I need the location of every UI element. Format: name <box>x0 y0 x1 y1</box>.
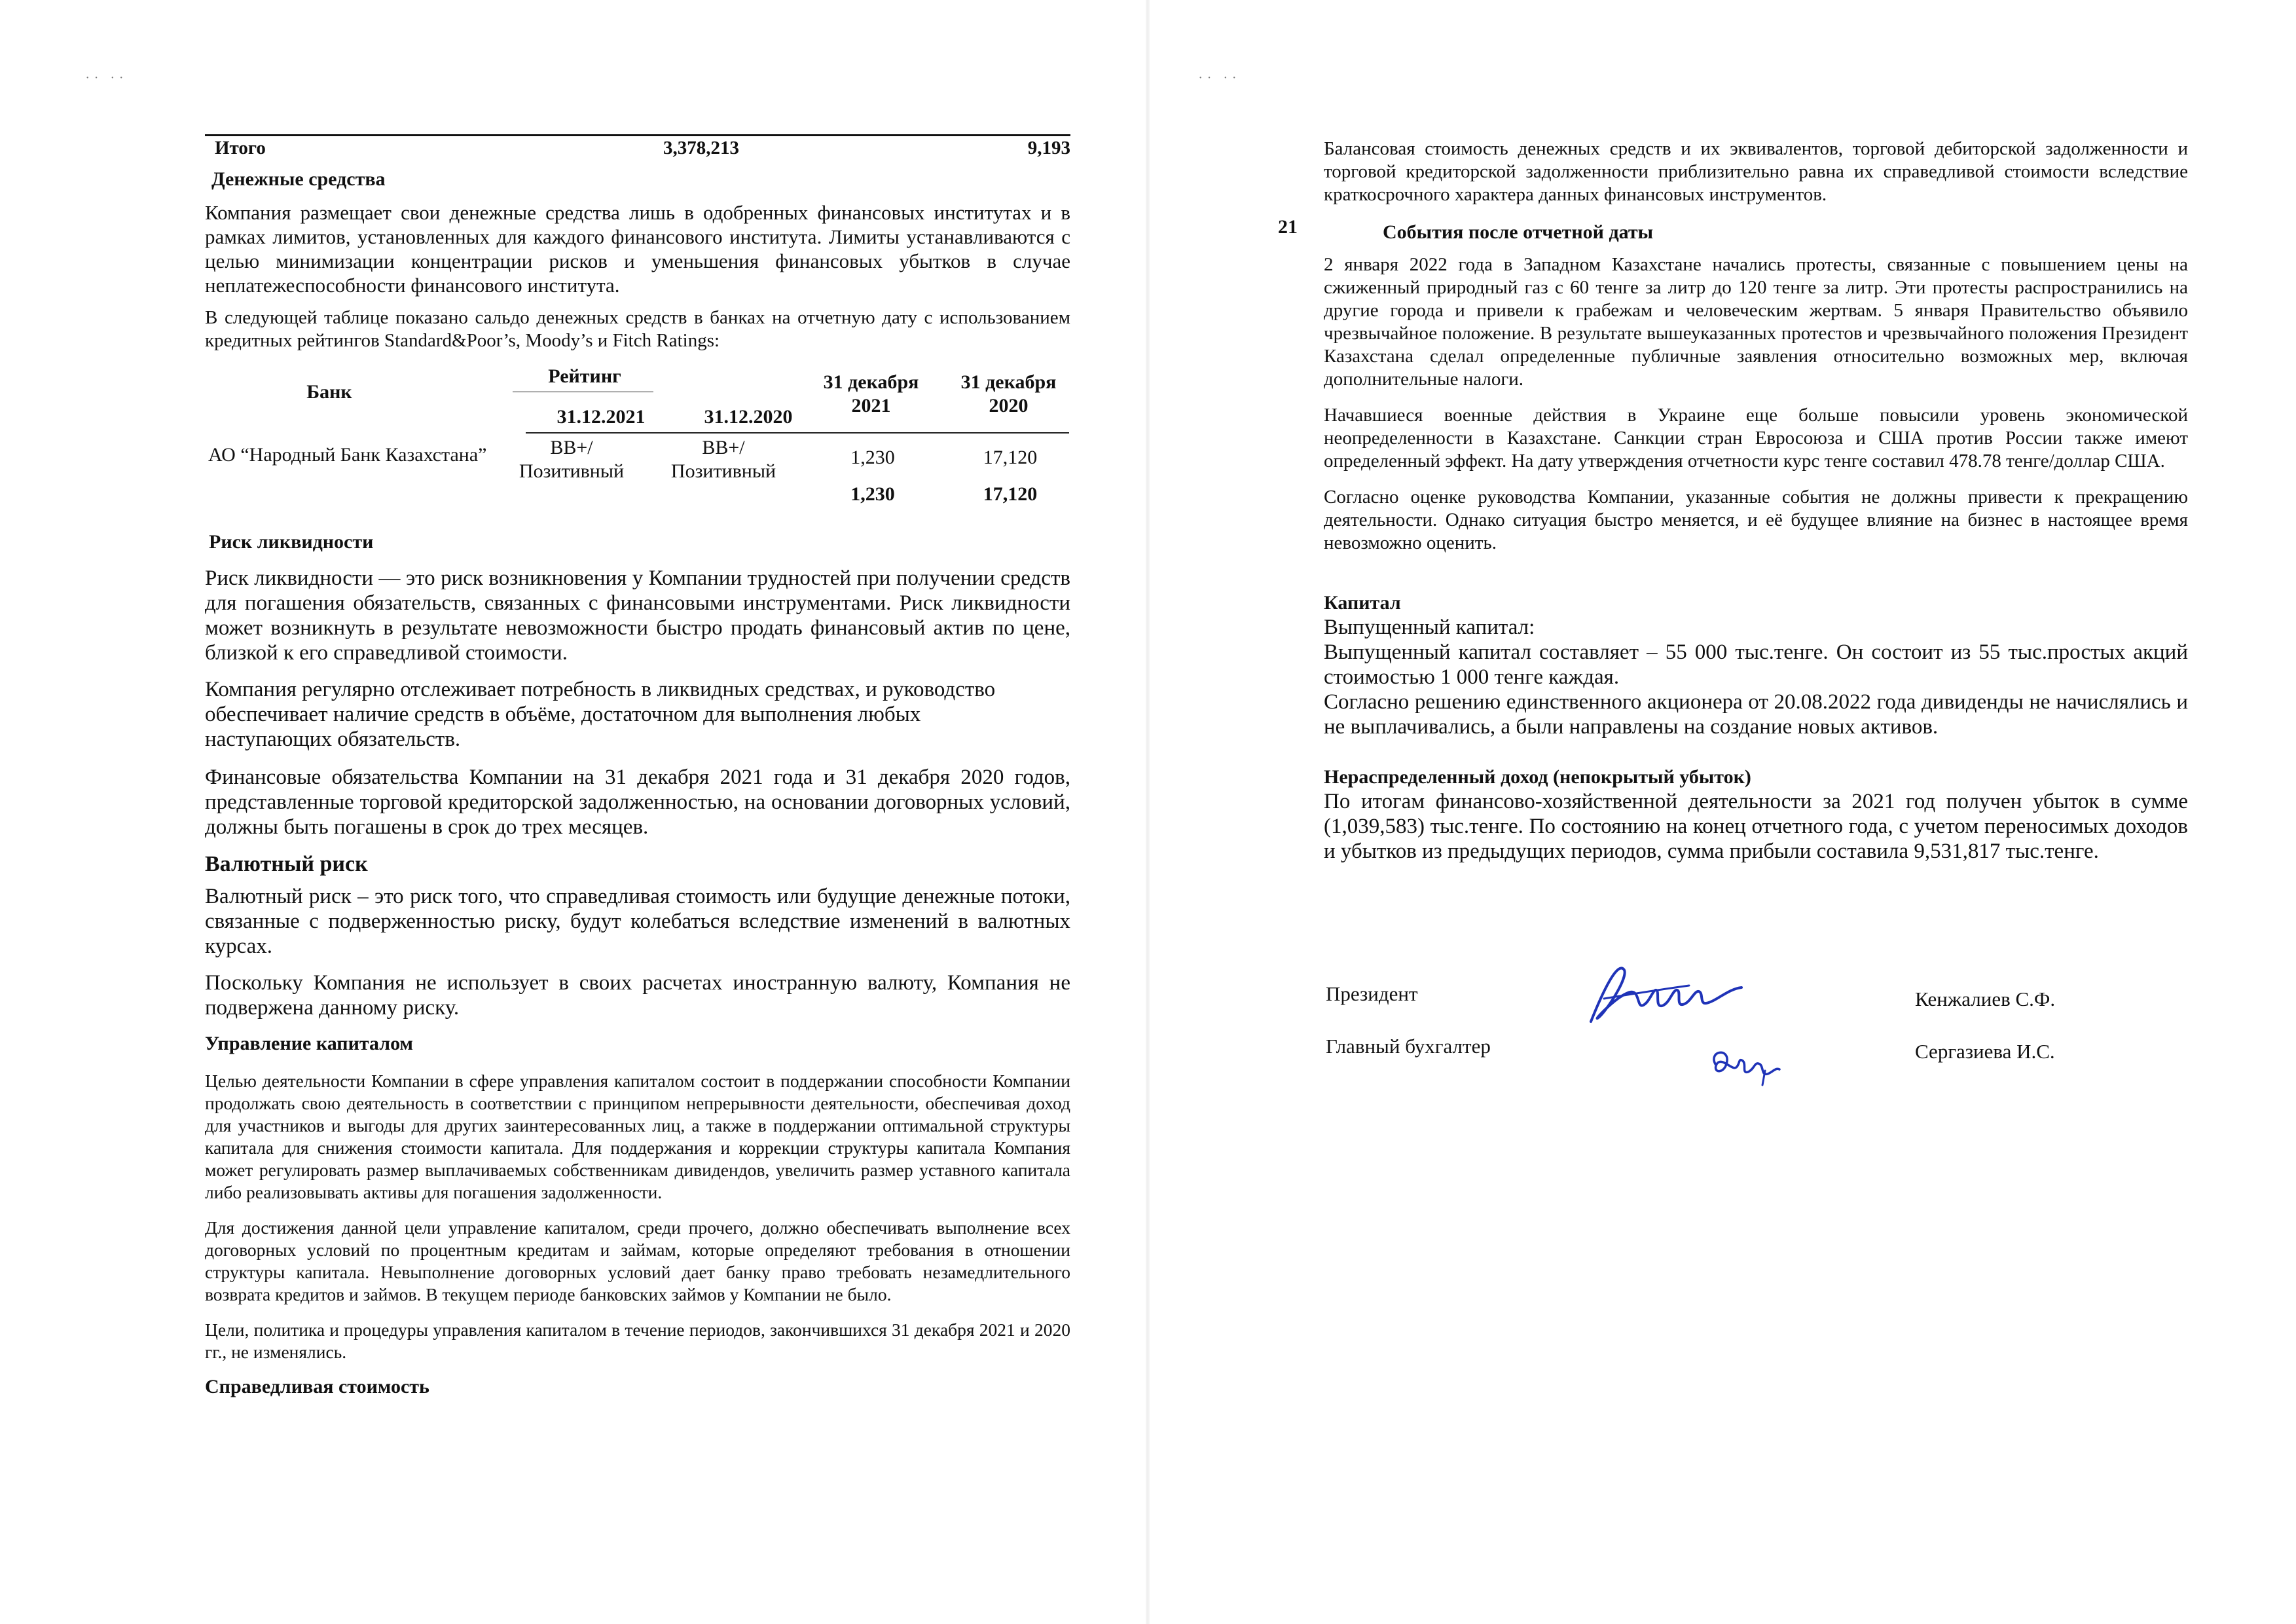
liquidity-paragraph-3: Финансовые обязательства Компании на 31 декабря 2021 года и 31 декабря 2020 годов, представленные торговой кредиторской задолженностью, на основании договорных условий, должны быть погашены в срок до трех месяцев. <box>205 766 1070 839</box>
total-label: Итого <box>215 138 266 158</box>
liquidity-paragraph-1: Риск ликвидности — это риск возникновения у Компании трудностей при получении средств для погашения обязательств, связанных с финансовыми инструментами. Риск ликвидности может возникнуть в результате невозможности быстро продать финансовый актив по цене, близкой к его справедливой стоимости. <box>205 566 1070 665</box>
scan-speck-right: ˙˙ ˙˙ <box>1198 73 1241 90</box>
events-paragraph-2: Начавшиеся военные действия в Украине еще больше повысили уровень экономической неопределенности в Казахстане. Санкции стран Евросоюза и США против России также имеют определенный эффект. На дату утверждения отчетности курс тенге составил 478.78 тенге/доллар США. <box>1324 405 2188 471</box>
capital-management-paragraph-3: Цели, политика и процедуры управления капиталом в течение периодов, закончившихся 31 декабря 2021 и 2020 гг., не изменялись. <box>205 1320 1070 1362</box>
cash-paragraph-1: Компания размещает свои денежные средства лишь в одобренных финансовых институтах и в рамках лимитов, установленных для каждого финансового института. Лимиты устанавливаются с целью минимизации концентрации рисков и уменьшения финансовых убытков в случае неплатежеспособности финансового института. <box>205 201 1070 297</box>
liquidity-paragraph-2: Компания регулярно отслеживает потребность в ликвидных средствах, и руководство обеспечивает наличие средств в объёме, достаточном для выполнения любых наступающих обязательств. <box>205 678 996 751</box>
table-header-bank: Банк <box>306 381 352 403</box>
table-total-2020: 17,120 <box>983 483 1038 505</box>
cash-paragraph-2: В следующей таблице показано сальдо денежных средств в банках на отчетную дату с использованием кредитных рейтингов Standard&Poor’s, Moody’s и Fitch Ratings: <box>205 307 1070 351</box>
retained-earnings-heading: Нераспределенный доход (непокрытый убыток) <box>1324 766 1751 788</box>
table-row-rating-2020: BB+/ Позитивный <box>670 437 776 482</box>
table-header-rating: Рейтинг <box>548 365 621 387</box>
currency-paragraph-1: Валютный риск – это риск того, что справедливая стоимость или будущие денежные потоки, связанные с подверженностью риску, будут колебаться вследствие изменений в валютных курсах. <box>205 885 1070 958</box>
events-paragraph-3: Согласно оценке руководства Компании, указанные события не должны привести к прекращению деятельности. Однако ситуация быстро меняется, и её будущее влияние на бизнес в настоящее время невозможно оценить. <box>1324 487 2188 553</box>
capital-management-paragraph-1: Целью деятельности Компании в сфере управления капиталом состоит в поддержании способности Компании продолжать свою деятельность в соответствии с принципом непрерывности деятельности, обеспечивая доход для участников и выгоды для других заинтересованных лиц, а также в поддержании оптимальной структуры капитала для снижения стоимости капитала. Для поддержания и коррекции структуры капитала Компания может регулировать размер выплачиваемых собственникам дивидендов, увеличить размер уставного капитала либо реализовывать активы для погашения задолженности. <box>205 1071 1070 1202</box>
table-header-rating-2021: 31.12.2021 <box>556 406 646 428</box>
table-row-bank-name: АО “Народный Банк Казахстана” <box>208 444 487 466</box>
capital-line-1: Выпущенный капитал: <box>1324 616 1535 639</box>
capital-management-paragraph-2: Для достижения данной цели управление капиталом, среди прочего, должно обеспечивать выполнение всех договорных условий по процентным кредитам и займам, которые определяют требования в отношении структуры капитала. Невыполнение договорных условий дает банку право требовать незамедлительного возврата кредитов и займов. В текущем периоде банковских займов у Компании не было. <box>205 1217 1070 1304</box>
right-column <box>1324 138 2188 864</box>
fair-value-heading: Справедливая стоимость <box>205 1376 429 1397</box>
accountant-signature-image <box>1702 1044 1787 1090</box>
cash-heading: Денежные средства <box>211 168 386 190</box>
total-row <box>205 134 1070 162</box>
total-value-2020: 9,193 <box>1027 138 1070 158</box>
table-header-rating-2020: 31.12.2020 <box>704 406 793 428</box>
table-row-rating-2021: BB+/ Позитивный <box>519 437 625 482</box>
liquidity-heading: Риск ликвидности <box>209 531 374 553</box>
events-paragraph-1: 2 января 2022 года в Западном Казахстане начались протесты, связанные с повышением цены на сжиженный природный газ с 60 тенге за литр до 120 тенге за литр. Эти протесты распространились на другие города и привели к грабежам и человеческим жертвам. 5 января Правительство объявило чрезвычайное положение. В результате вышеуказанных протестов и чрезвычайного положения Президент Казахстана сделал определенные публичные заявления относительно возможных мер, включая дополнительные налоги. <box>1324 254 2188 390</box>
president-title: Президент <box>1326 982 1418 1005</box>
accountant-name: Сергазиева И.С. <box>1915 1040 2055 1063</box>
table-row-value-2021: 1,230 <box>850 447 895 468</box>
table-header-dec-2020: 31 декабря 2020 <box>960 371 1057 416</box>
retained-earnings-paragraph: По итогам финансово-хозяйственной деятельности за 2021 год получен убыток в сумме (1,039,583) тыс.тенге. По состоянию на конец отчетного года, с учетом переносимых доходов и убытков из предыдущих периодов, сумма прибыли составила 9,531,817 тыс.тенге. <box>1324 790 2188 863</box>
note-number: 21 <box>1278 216 1298 238</box>
currency-paragraph-2: Поскольку Компания не использует в своих расчетах иностранную валюту, Компания не подвержена данному риску. <box>205 971 1070 1020</box>
accountant-title: Главный бухгалтер <box>1326 1035 1491 1058</box>
president-signature-image <box>1578 950 1761 1041</box>
left-column <box>205 134 1070 1399</box>
scan-speck: ˙˙ ˙˙ <box>85 73 128 90</box>
capital-line-2: Выпущенный капитал составляет – 55 000 тыс.тенге. Он состоит из 55 тыс.простых акций стоимостью 1 000 тенге каждая. <box>1324 640 2188 689</box>
table-total-2021: 1,230 <box>850 483 895 505</box>
capital-line-3: Согласно решению единственного акционера от 20.08.2022 года дивиденды не начислялись и не выплачивались, а были направлены на создание новых активов. <box>1324 690 2188 739</box>
table-row-value-2020: 17,120 <box>983 447 1038 468</box>
capital-heading: Капитал <box>1324 592 1401 614</box>
total-value-2021: 3,378,213 <box>663 138 739 158</box>
events-heading: События после отчетной даты <box>1383 221 1654 243</box>
capital-management-heading: Управление капиталом <box>205 1033 413 1054</box>
table-header-rule <box>526 432 1069 434</box>
president-name: Кенжалиев С.Ф. <box>1915 987 2056 1010</box>
fair-value-paragraph: Балансовая стоимость денежных средств и их эквивалентов, торговой дебиторской задолженности и торговой кредиторской задолженности приблизительно равна их справедливой стоимости вследствие краткосрочного характера данных финансовых инструментов. <box>1324 138 2188 205</box>
table-header-dec-2021: 31 декабря 2021 <box>823 371 919 416</box>
currency-heading: Валютный риск <box>205 852 368 876</box>
bank-balances-table <box>205 361 1070 525</box>
